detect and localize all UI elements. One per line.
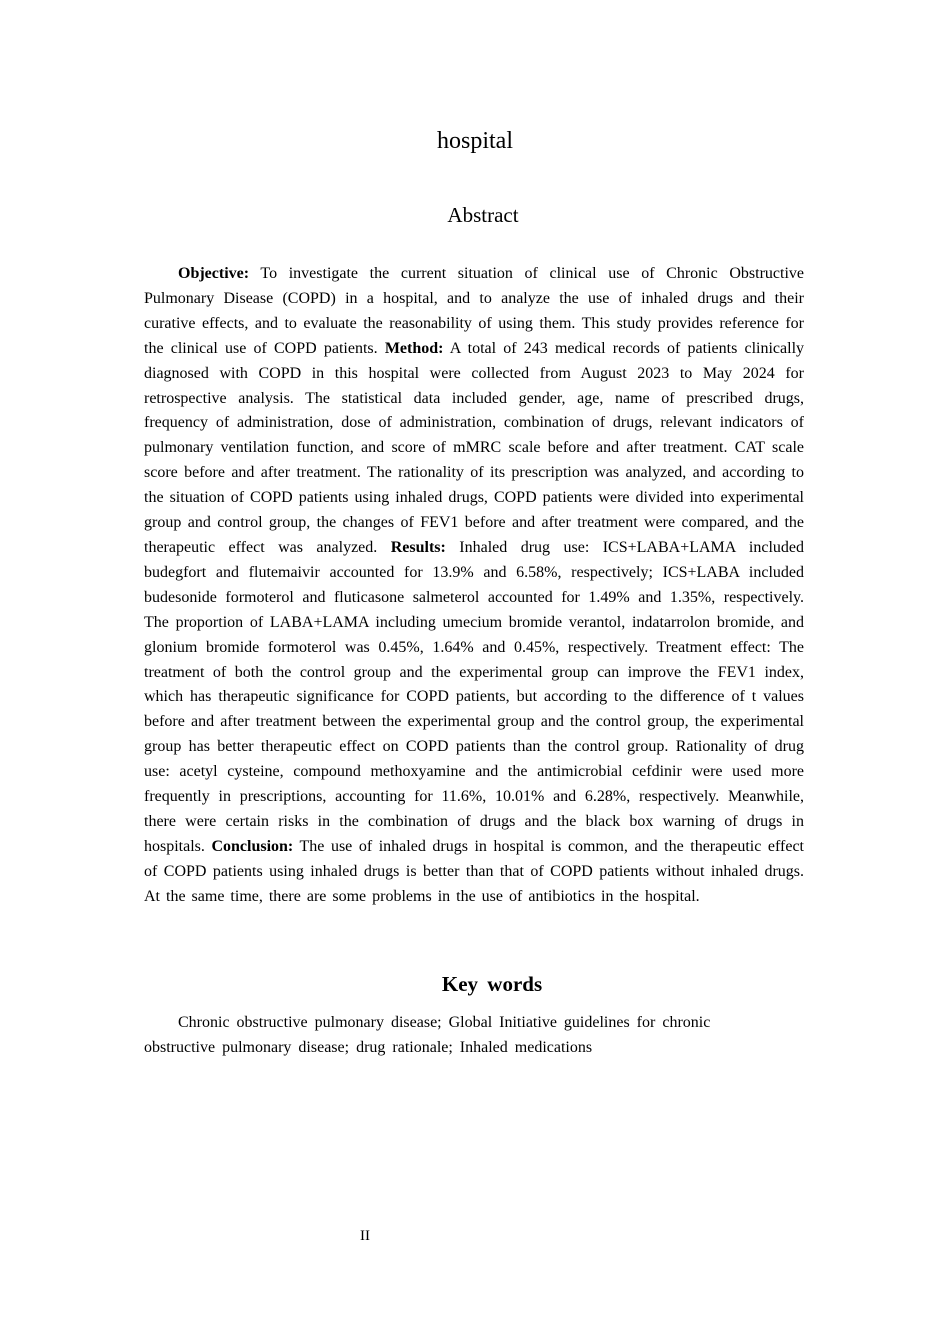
conclusion-label: Conclusion: <box>211 837 294 855</box>
keywords-heading: Key words <box>441 972 543 996</box>
conclusion-text: The use of inhaled drugs in hospital is common, and the therapeutic effect of COPD patients using inhaled drugs is better than that of COPD patients without inhaled drugs. At the same time, there are some problems in the use of antibiotics in the hospital. <box>144 837 805 905</box>
page-number: II <box>360 1228 370 1244</box>
results-label: Results: <box>390 538 446 556</box>
objective-label: Objective: <box>178 265 250 282</box>
method-text: A total of 243 medical records of patients clinically diagnosed with COPD in this hospital were collected from August 2023 to May 2024 for retrospective analysis. The statistical data included gender, age, name of prescribed drugs, frequency of administration, dose of administration, combination of drugs, relevant indicators of pulmonary ventilation function, and score of mMRC scale before and after treatment. CAT scale score before and after treatment. The rationality of its prescription was analyzed, and according to the situation of COPD patients using inhaled drugs, COPD patients were divided into experimental group and control group, the changes of FEV1 before and after treatment were compared, and the therapeutic effect was analyzed. <box>144 339 805 556</box>
results-text: Inhaled drug use: ICS+LABA+LAMA included budegfort and flutemaivir accounted for 13.9% and 6.58%, respectively; ICS+LABA included budesonide formoterol and fluticasone salmeterol accounted for 1.49% and 1.35%, respectively. The proportion of LABA+LAMA including umecium bromide verantol, indatarrolon bromide, and glonium bromide formoterol was 0.45%, 1.64% and 0.45%, respectively. Treatment effect: The treatment of both the control group and the experimental group can improve the FEV1 index, which has therapeutic significance for COPD patients, but according to the difference of t values before and after treatment between the experimental group and the control group, the experimental group has better therapeutic effect on COPD patients than the control group. Rationality of drug use: acetyl cysteine, compound methoxyamine and the antimicrobial cefdinir were used more frequently in prescriptions, accounting for 11.6%, 10.01% and 6.28%, respectively. Meanwhile, there were certain risks in the combination of drugs and the black box warning of drugs in hospitals. <box>144 538 804 855</box>
objective-text: To investigate the current situation of clinical use of Chronic Obstructive Pulmonary Disease (COPD) in a hospital, and to analyze the use of inhaled drugs and their curative effects, and to evaluate the reasonability of using them. This study provides reference for the clinical use of COPD patients. <box>144 265 804 357</box>
keywords-text: Chronic obstructive pulmonary disease; Global Initiative guidelines for chronic obstructive pulmonary disease; drug rationale; Inhaled medications <box>144 1014 711 1056</box>
page-title: hospital <box>437 128 513 154</box>
abstract-paragraph <box>144 262 804 910</box>
method-label: Method: <box>384 339 444 357</box>
abstract-heading: Abstract <box>447 203 519 227</box>
